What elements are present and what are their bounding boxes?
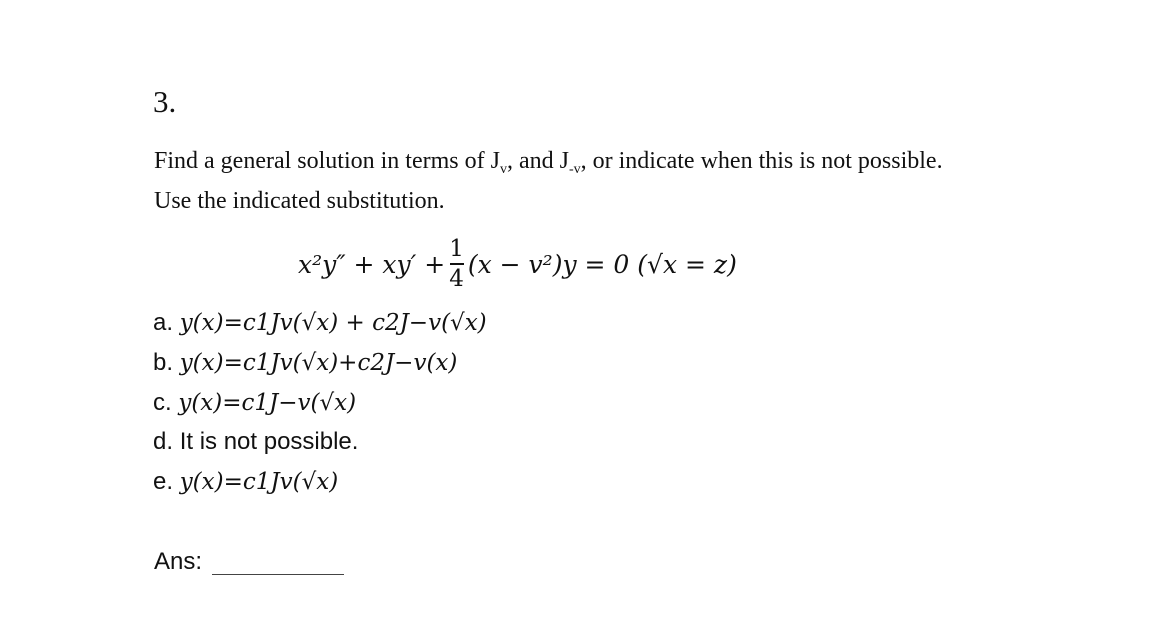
option-letter: d. — [153, 428, 174, 455]
question-instruction — [154, 148, 943, 175]
option-e — [153, 468, 338, 496]
fraction-one-quarter — [449, 236, 464, 292]
instruction-part1: Find a general solution in terms of J — [154, 148, 500, 174]
option-letter: e. — [153, 468, 174, 495]
equation-right: (x − v²)y = 0 (√x = z) — [467, 249, 737, 279]
option-a — [153, 309, 487, 337]
substitution-instruction: Use the indicated substitution. — [154, 188, 445, 214]
option-text: It is not possible. — [179, 428, 359, 455]
answer-blank[interactable] — [212, 574, 344, 575]
option-d — [153, 428, 358, 456]
question-number: 3. — [153, 84, 177, 119]
subscript-v: v — [499, 162, 507, 177]
subscript-minus-v: -v — [568, 162, 581, 177]
differential-equation — [298, 228, 737, 300]
answer-label: Ans: — [154, 548, 203, 575]
option-text: y(x)=c1J−v(√x) — [178, 390, 357, 416]
option-b — [153, 349, 457, 377]
fraction-bar — [450, 263, 464, 265]
instruction-part3: , or indicate when this is not possible. — [580, 148, 943, 174]
option-text: y(x)=c1Jv(√x)+c2J−v(x) — [179, 350, 458, 376]
fraction-denominator: 4 — [449, 265, 464, 292]
fraction-numerator: 1 — [449, 236, 464, 263]
option-letter: b. — [153, 349, 174, 376]
option-letter: c. — [153, 389, 172, 416]
equation-left: x²y″ + xy′ + — [298, 249, 446, 279]
instruction-part2: , and J — [506, 148, 569, 174]
option-text: y(x)=c1Jv(√x) — [179, 469, 339, 495]
option-letter: a. — [153, 309, 174, 336]
option-text: y(x)=c1Jv(√x) + c2J−v(√x) — [179, 310, 487, 336]
option-c — [153, 389, 356, 417]
